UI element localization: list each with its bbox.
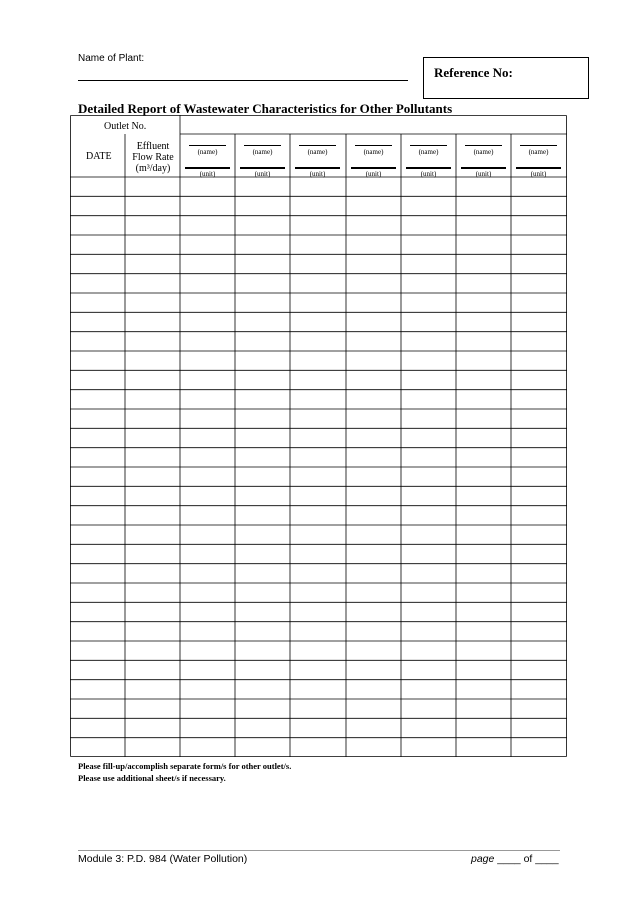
pollutant-name: (name) [473, 148, 494, 156]
pollutant-name-line [410, 145, 447, 146]
pollutant-name: (name) [197, 148, 218, 156]
pollutant-header [235, 135, 290, 178]
pollutant-unit: (unit) [475, 170, 492, 178]
reference-label: Reference No: [434, 65, 513, 80]
pollutant-name-line [244, 145, 281, 146]
pollutant-name: (name) [418, 148, 439, 156]
pollutant-header [401, 135, 456, 178]
pollutant-unit-line [240, 167, 285, 169]
pollutant-unit: (unit) [420, 170, 437, 178]
name-of-plant-line [78, 80, 408, 81]
outlet-label: Outlet No. [104, 121, 147, 132]
pollutant-header [180, 135, 235, 178]
pollutant-unit-line [351, 167, 396, 169]
pollutant-name-line [299, 145, 336, 146]
note-line: Please use additional sheet/s if necessary. [78, 773, 226, 783]
flow-label-line2: Flow Rate [132, 152, 174, 163]
report-table [70, 115, 567, 757]
pollutant-header [511, 135, 566, 178]
pollutant-name-line [189, 145, 226, 146]
pollutant-header [456, 135, 511, 178]
pollutant-name-line [355, 145, 392, 146]
table-grid [70, 115, 567, 757]
pollutant-name: (name) [528, 148, 549, 156]
pollutant-unit: (unit) [530, 170, 547, 178]
pollutant-name: (name) [252, 148, 273, 156]
pollutant-header [290, 135, 345, 178]
footer-module: Module 3: P.D. 984 (Water Pollution) [78, 853, 248, 865]
flow-label-line1: Effluent [136, 141, 170, 152]
footer-page-blank: ____ [497, 853, 521, 865]
footer-page [471, 853, 559, 865]
footer-page-word: page [471, 853, 495, 865]
footer-of-word: of [523, 853, 533, 865]
flow-label-line3: (m³/day) [135, 163, 171, 174]
footer-divider [78, 850, 560, 851]
note-line: Please fill-up/accomplish separate form/s for other outlet/s. [78, 761, 292, 771]
pollutant-unit: (unit) [365, 170, 382, 178]
date-header: DATE [86, 151, 112, 162]
pollutant-unit: (unit) [199, 170, 216, 178]
pollutant-unit-line [406, 167, 451, 169]
pollutant-unit-line [295, 167, 340, 169]
notes [78, 760, 291, 784]
pollutant-name-line [465, 145, 502, 146]
pollutant-name: (name) [363, 148, 384, 156]
report-title: Detailed Report of Wastewater Characteristics for Other Pollutants [78, 101, 453, 116]
footer-of-blank: ____ [535, 853, 559, 865]
pollutant-unit: (unit) [309, 170, 326, 178]
pollutant-unit-line [185, 167, 230, 169]
name-of-plant-label: Name of Plant: [78, 53, 145, 64]
pollutant-header [346, 135, 401, 178]
flow-rate-header [126, 141, 180, 174]
pollutant-name-line [520, 145, 557, 146]
pollutant-name: (name) [307, 148, 328, 156]
reference-box [423, 57, 589, 99]
pollutant-unit-line [516, 167, 561, 169]
pollutant-unit: (unit) [254, 170, 271, 178]
pollutant-unit-line [461, 167, 506, 169]
